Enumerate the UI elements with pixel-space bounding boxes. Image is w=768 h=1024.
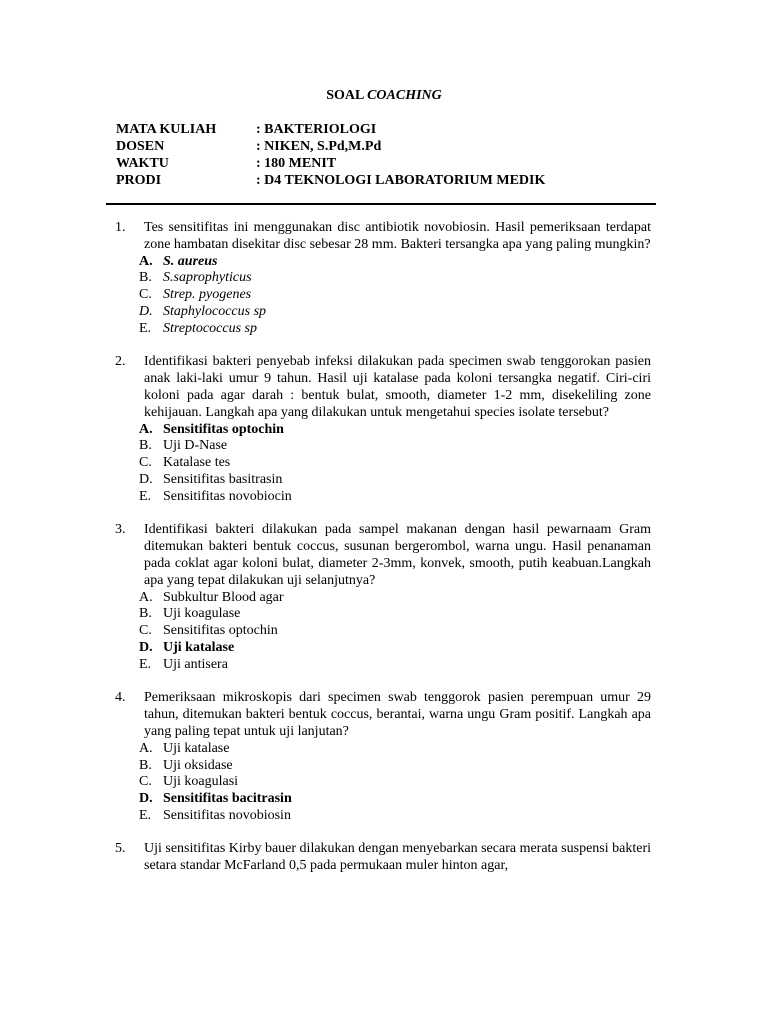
- option-text: Uji antisera: [163, 656, 228, 672]
- title-plain: SOAL: [326, 88, 368, 103]
- answer-option: [139, 304, 651, 321]
- answer-options: [139, 741, 651, 825]
- option-letter: E.: [139, 488, 152, 504]
- option-text: S. aureus: [163, 253, 218, 269]
- answer-option: [139, 774, 651, 791]
- course-info-row: [116, 172, 676, 189]
- option-text: Strep. pyogenes: [163, 287, 252, 303]
- answer-option: [139, 472, 651, 489]
- question: [115, 354, 651, 505]
- option-letter: A.: [139, 253, 153, 269]
- answer-option: [139, 640, 651, 657]
- answer-option: [139, 657, 651, 674]
- program-label: PRODI: [116, 173, 162, 188]
- option-letter: A.: [139, 740, 153, 756]
- answer-option: [139, 623, 651, 640]
- question-text: Tes sensitifitas ini menggunakan disc antibiotik novobiosin. Hasil pemeriksaan terdapat zone hambatan disekitar disc sebesar 28 mm. Bakteri tersangka apa yang paling mungkin?: [144, 220, 651, 252]
- option-text: Subkultur Blood agar: [163, 589, 284, 605]
- course-info-row: [116, 155, 676, 172]
- answer-option: [139, 270, 651, 287]
- answer-option: [139, 741, 651, 758]
- question: [115, 522, 651, 673]
- answer-option: [139, 590, 651, 607]
- answer-option: [139, 489, 651, 506]
- option-letter: E.: [139, 320, 152, 336]
- question-list: [115, 220, 651, 892]
- course-value: : BAKTERIOLOGI: [256, 122, 377, 137]
- title-italic: COACHING: [367, 88, 442, 103]
- answer-option: [139, 808, 651, 825]
- option-letter: B.: [139, 270, 152, 286]
- question-number: 4.: [115, 690, 126, 706]
- option-text: Sensitifitas bacitrasin: [163, 791, 292, 807]
- question-number: 5.: [115, 841, 126, 857]
- option-text: Sensitifitas basitrasin: [163, 471, 283, 487]
- answer-option: [139, 606, 651, 623]
- question-number: 2.: [115, 354, 126, 370]
- option-letter: C.: [139, 774, 152, 790]
- time-label: WAKTU: [116, 156, 169, 171]
- option-text: Sensitifitas optochin: [163, 421, 284, 437]
- question: [115, 841, 651, 875]
- answer-options: [139, 422, 651, 506]
- option-text: Katalase tes: [163, 455, 231, 471]
- option-text: Sensitifitas novobiocin: [163, 488, 292, 504]
- answer-option: [139, 254, 651, 271]
- option-text: Streptococcus sp: [163, 320, 257, 336]
- option-letter: D.: [139, 791, 153, 807]
- option-letter: B.: [139, 438, 152, 454]
- answer-option: [139, 287, 651, 304]
- question: [115, 690, 651, 824]
- option-letter: C.: [139, 287, 152, 303]
- course-info-row: [116, 121, 676, 138]
- option-letter: E.: [139, 656, 152, 672]
- header-divider: [106, 203, 656, 205]
- question-text: Identifikasi bakteri penyebab infeksi dilakukan pada specimen swab tenggorokan pasien anak laki-laki umur 9 tahun. Hasil uji katalase pada koloni tersangka negatif. Ciri-ciri koloni pada agar darah : bentuk bulat, smooth, diameter 1-2 mm, disekeliling zone kehijauan. Langkah apa yang dilakukan untuk mengetahui species isolate tersebut?: [144, 354, 651, 420]
- option-text: Sensitifitas novobiosin: [163, 807, 291, 823]
- document-title: [0, 88, 768, 105]
- option-text: S.saprophyticus: [163, 270, 252, 286]
- option-letter: A.: [139, 589, 153, 605]
- option-letter: D.: [139, 303, 153, 319]
- question-text: Uji sensitifitas Kirby bauer dilakukan dengan menyebarkan secara merata suspensi bakteri setara standar McFarland 0,5 pada permukaan muler hinton agar,: [144, 841, 651, 874]
- option-letter: B.: [139, 606, 152, 622]
- question-number: 3.: [115, 522, 126, 538]
- option-letter: D.: [139, 639, 153, 655]
- program-value: : D4 TEKNOLOGI LABORATORIUM MEDIK: [256, 173, 546, 188]
- option-letter: A.: [139, 421, 153, 437]
- lecturer-label: DOSEN: [116, 139, 165, 154]
- option-text: Uji koagulasi: [163, 774, 239, 790]
- answer-option: [139, 438, 651, 455]
- answer-option: [139, 321, 651, 338]
- course-info: [116, 121, 676, 189]
- answer-option: [139, 422, 651, 439]
- option-letter: C.: [139, 455, 152, 471]
- option-text: Staphylococcus sp: [163, 303, 267, 319]
- question-text: Identifikasi bakteri dilakukan pada sampel makanan dengan hasil pewarnaam Gram ditemukan bakteri bentuk coccus, susunan bergerombol, warna ungu. Hasil penanaman pada coklat agar koloni bulat, diameter 2-3mm, konvek, smooth, putih keabuan.Langkah apa yang tepat dilakukan uji selanjutnya?: [144, 522, 651, 588]
- course-info-row: [116, 138, 676, 155]
- option-letter: C.: [139, 623, 152, 639]
- option-text: Uji koagulase: [163, 606, 241, 622]
- time-value: : 180 MENIT: [256, 156, 337, 171]
- option-text: Uji D-Nase: [163, 438, 228, 454]
- answer-options: [139, 590, 651, 674]
- question-number: 1.: [115, 220, 126, 235]
- option-text: Uji oksidase: [163, 757, 233, 773]
- option-letter: B.: [139, 757, 152, 773]
- option-text: Uji katalase: [163, 639, 235, 655]
- answer-option: [139, 758, 651, 775]
- course-label: MATA KULIAH: [116, 122, 217, 137]
- lecturer-value: : NIKEN, S.Pd,M.Pd: [256, 139, 382, 154]
- question-text: Pemeriksaan mikroskopis dari specimen swab tenggorok pasien perempuan umur 29 tahun, ditemukan bakteri bentuk coccus, berantai, warna ungu Gram positif. Langkah apa yang paling tepat untuk uji lanjutan?: [144, 690, 651, 739]
- option-text: Sensitifitas optochin: [163, 623, 278, 639]
- answer-option: [139, 455, 651, 472]
- answer-options: [139, 254, 651, 338]
- option-text: Uji katalase: [163, 740, 230, 756]
- option-letter: D.: [139, 471, 153, 487]
- answer-option: [139, 791, 651, 808]
- question: [115, 220, 651, 338]
- option-letter: E.: [139, 807, 152, 823]
